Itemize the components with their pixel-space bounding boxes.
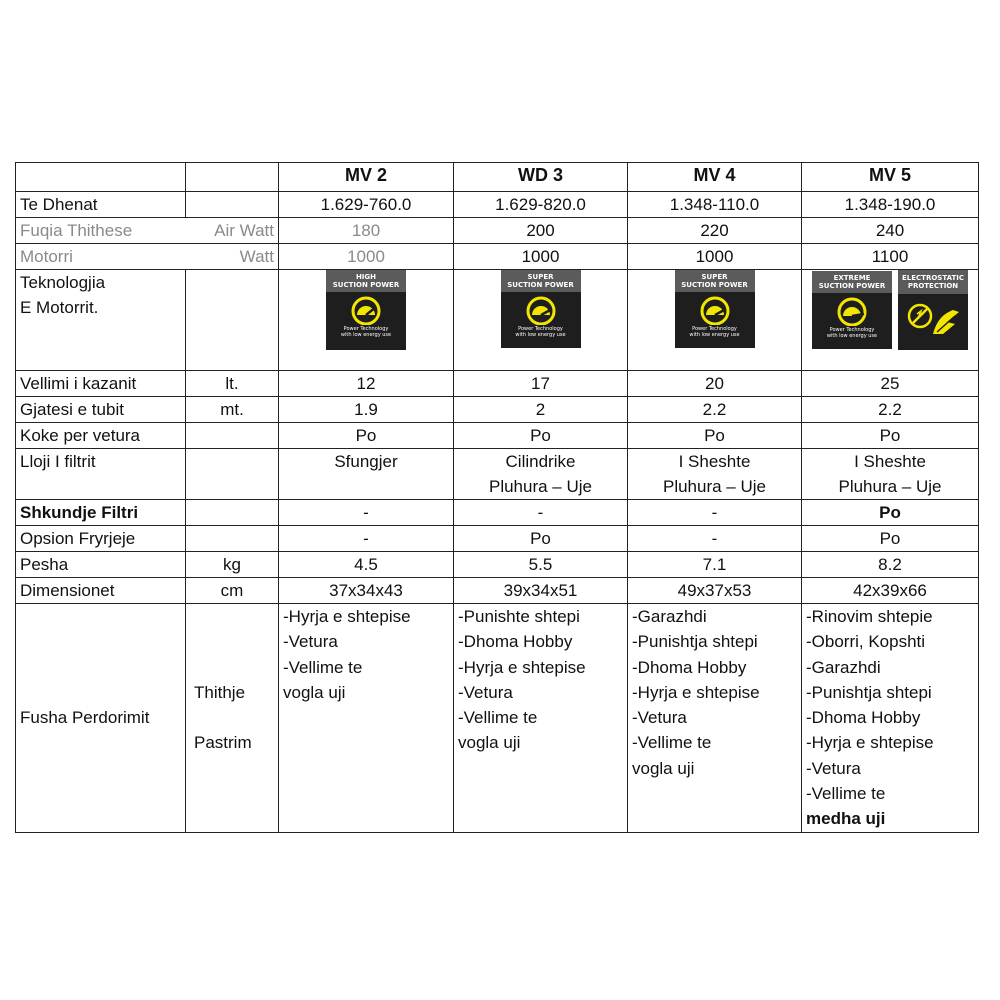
cell-value: 8.2: [802, 552, 979, 578]
cell-value: [279, 449, 454, 500]
usage-list-mv4: [628, 604, 802, 833]
row-unit: [186, 526, 279, 552]
tech-cell: [454, 270, 628, 371]
super-suction-badge: [675, 270, 755, 348]
cell-line: Pluhura – Uje: [488, 477, 592, 496]
row-label: Fusha Perdorimit: [16, 604, 186, 833]
row-hose: [16, 397, 979, 423]
gauge-icon: [832, 296, 872, 326]
header-empty-2: [186, 163, 279, 192]
row-blow: [16, 526, 979, 552]
cell-value: 20: [628, 371, 802, 397]
badge-title-line: SUCTION POWER: [818, 282, 886, 290]
row-label: Motorri: [20, 247, 73, 266]
cell-value: 1100: [802, 244, 979, 270]
usage-type-suction: Thithje: [194, 683, 246, 703]
row-label: Gjatesi e tubit: [16, 397, 186, 423]
row-unit: [186, 500, 279, 526]
list-item: -Dhoma Hobby: [806, 708, 921, 728]
row-airwatt: [16, 218, 979, 244]
cell-value: 5.5: [454, 552, 628, 578]
cell-value: 1.348-190.0: [802, 192, 979, 218]
cell-line: Cilindrike: [505, 452, 576, 471]
list-item: -Vetura: [283, 632, 338, 652]
cell-value: Po: [454, 423, 628, 449]
badge-title-line: ELECTROSTATIC: [902, 274, 964, 282]
badge-title-line: SUPER: [701, 273, 728, 281]
list-item: -Punishtja shtepi: [806, 682, 932, 702]
badge-title-line: SUPER: [527, 273, 554, 281]
cell-value: Po: [454, 526, 628, 552]
extreme-suction-badge: [812, 271, 892, 349]
high-suction-badge: [326, 270, 406, 350]
row-shake: [16, 500, 979, 526]
gauge-icon: [346, 295, 386, 325]
row-label: Koke per vetura: [16, 423, 186, 449]
list-item: -Punishtja shtepi: [632, 632, 758, 652]
list-item: -Hyrja e shtepise: [458, 657, 586, 677]
cell-value: 12: [279, 371, 454, 397]
cell-value: 1.9: [279, 397, 454, 423]
cell-value: Po: [628, 423, 802, 449]
header-row: [16, 163, 979, 192]
model-mv4: MV 4: [628, 163, 802, 192]
cell-value: 1000: [279, 244, 454, 270]
usage-type-cleaning: Pastrim: [194, 733, 252, 753]
cell-line: I Sheshte: [854, 452, 926, 471]
cell-line: Pluhura – Uje: [838, 477, 942, 496]
header-empty-1: [16, 163, 186, 192]
row-label: Fuqia Thithese: [20, 221, 133, 240]
badge-sub-line: with low energy use: [515, 332, 566, 338]
tech-cell: [628, 270, 802, 371]
list-item: -Vellime te: [632, 733, 712, 753]
cell-value: 1.629-820.0: [454, 192, 628, 218]
list-item: -Hyrja e shtepise: [806, 733, 934, 753]
badge-sub-line: with low energy use: [340, 332, 392, 338]
row-unit: Watt: [239, 247, 274, 266]
row-unit: cm: [186, 578, 279, 604]
electrostatic-protection-badge: [898, 270, 968, 350]
cell-value: 4.5: [279, 552, 454, 578]
cell-value: 240: [802, 218, 979, 244]
list-item: -Punishte shtepi: [458, 607, 580, 626]
row-label: [16, 270, 186, 371]
list-item: -Vellime te: [283, 657, 363, 677]
row-unit: [186, 423, 279, 449]
row-filter: [16, 449, 979, 500]
cell-value: 1.348-110.0: [628, 192, 802, 218]
cell-value: 220: [628, 218, 802, 244]
cell-value: Po: [802, 500, 979, 526]
row-label: Te Dhenat: [16, 192, 186, 218]
cell-value: [454, 449, 628, 500]
badge-title-line: EXTREME: [833, 274, 871, 282]
row-label: Shkundje Filtri: [16, 500, 186, 526]
cell-value: 17: [454, 371, 628, 397]
row-unit: kg: [186, 552, 279, 578]
cell-value: Po: [802, 526, 979, 552]
list-item: medha uji: [806, 809, 886, 829]
comparison-table: [15, 162, 979, 833]
cell-value: 7.1: [628, 552, 802, 578]
model-wd3: WD 3: [454, 163, 628, 192]
row-label: Lloji I filtrit: [16, 449, 186, 500]
model-mv5: MV 5: [802, 163, 979, 192]
usage-list-mv2: [279, 604, 454, 833]
list-item: -Vellime te: [458, 708, 538, 728]
list-item: vogla uji: [632, 758, 695, 778]
list-item: -Vetura: [806, 758, 861, 778]
row-label: Pesha: [16, 552, 186, 578]
cell-value: 2.2: [628, 397, 802, 423]
cell-value: Po: [279, 423, 454, 449]
badge-title-line: SUCTION POWER: [681, 281, 748, 289]
cell-value: -: [279, 500, 454, 526]
badge-sub-line: Power Technology: [518, 326, 563, 332]
list-item: -Dhoma Hobby: [458, 632, 573, 652]
tech-cell: [802, 270, 979, 371]
cell-value: 25: [802, 371, 979, 397]
cell-value: -: [279, 526, 454, 552]
row-unit: [186, 270, 279, 371]
row-weight: [16, 552, 979, 578]
cell-value: 1000: [628, 244, 802, 270]
model-mv2: MV 2: [279, 163, 454, 192]
cell-value: 2.2: [802, 397, 979, 423]
row-unit: [186, 604, 279, 833]
list-item: -Oborri, Kopshti: [806, 632, 926, 652]
row-unit: [186, 449, 279, 500]
electrostatic-hand-icon: [903, 294, 963, 342]
list-item: -Hyrja e shtepise: [283, 607, 411, 626]
list-item: vogla uji: [283, 682, 346, 702]
cell-line: Sfungjer: [334, 452, 398, 471]
cell-line: Pluhura – Uje: [662, 477, 766, 496]
row-unit: Air Watt: [214, 221, 274, 240]
row-unit: mt.: [186, 397, 279, 423]
row-unit: lt.: [186, 371, 279, 397]
cell-value: [802, 449, 979, 500]
usage-type-spacer: [194, 705, 274, 730]
badge-sub-line: Power Technology: [692, 326, 737, 332]
cell-value: -: [454, 500, 628, 526]
list-item: -Vetura: [458, 682, 513, 702]
cell-value: 39x34x51: [454, 578, 628, 604]
badge-title-line: PROTECTION: [907, 282, 959, 290]
row-label: Vellimi i kazanit: [16, 371, 186, 397]
cell-value: Po: [802, 423, 979, 449]
cell-value: 42x39x66: [802, 578, 979, 604]
badge-title-line: HIGH: [355, 273, 377, 281]
list-item: -Garazhdi: [632, 607, 707, 626]
row-dimensions: [16, 578, 979, 604]
cell-value: 1.629-760.0: [279, 192, 454, 218]
cell-value: -: [628, 526, 802, 552]
cell-value: 2: [454, 397, 628, 423]
row-label-line: Teknologjia: [20, 273, 106, 292]
list-item: -Rinovim shtepie: [806, 607, 933, 626]
gauge-icon: [521, 295, 561, 325]
super-suction-badge: [501, 270, 581, 348]
badge-sub-line: with low energy use: [826, 333, 878, 339]
list-item: -Vetura: [632, 708, 687, 728]
usage-list-mv5: [802, 604, 979, 833]
row-label: Dimensionet: [16, 578, 186, 604]
usage-list-wd3: [454, 604, 628, 833]
row-label-cell: [16, 218, 279, 244]
cell-line: I Sheshte: [678, 452, 751, 471]
row-unit: [186, 192, 279, 218]
tech-cell: [279, 270, 454, 371]
row-technology: [16, 270, 979, 371]
cell-value: 37x34x43: [279, 578, 454, 604]
cell-value: 1000: [454, 244, 628, 270]
row-label-line: E Motorrit.: [20, 298, 99, 317]
list-item: -Hyrja e shtepise: [632, 682, 760, 702]
cell-value: -: [628, 500, 802, 526]
row-motor: [16, 244, 979, 270]
row-code: [16, 192, 979, 218]
list-item: -Garazhdi: [806, 657, 881, 677]
row-volume: [16, 371, 979, 397]
cell-value: 200: [454, 218, 628, 244]
list-item: vogla uji: [458, 733, 521, 753]
cell-line: [283, 474, 449, 499]
cell-value: [628, 449, 802, 500]
row-label: Opsion Fryrjeje: [16, 526, 186, 552]
badge-sub-line: Power Technology: [343, 326, 389, 332]
badge-sub-line: with low energy use: [689, 332, 740, 338]
row-car: [16, 423, 979, 449]
cell-value: 180: [279, 218, 454, 244]
list-item: -Vellime te: [806, 784, 886, 804]
row-usage: [16, 604, 979, 833]
row-label-cell: [16, 244, 279, 270]
list-item: -Dhoma Hobby: [632, 657, 747, 677]
cell-value: 49x37x53: [628, 578, 802, 604]
badge-sub-line: Power Technology: [829, 327, 875, 333]
gauge-icon: [695, 295, 735, 325]
badge-title-line: SUCTION POWER: [332, 281, 400, 289]
badge-title-line: SUCTION POWER: [507, 281, 574, 289]
